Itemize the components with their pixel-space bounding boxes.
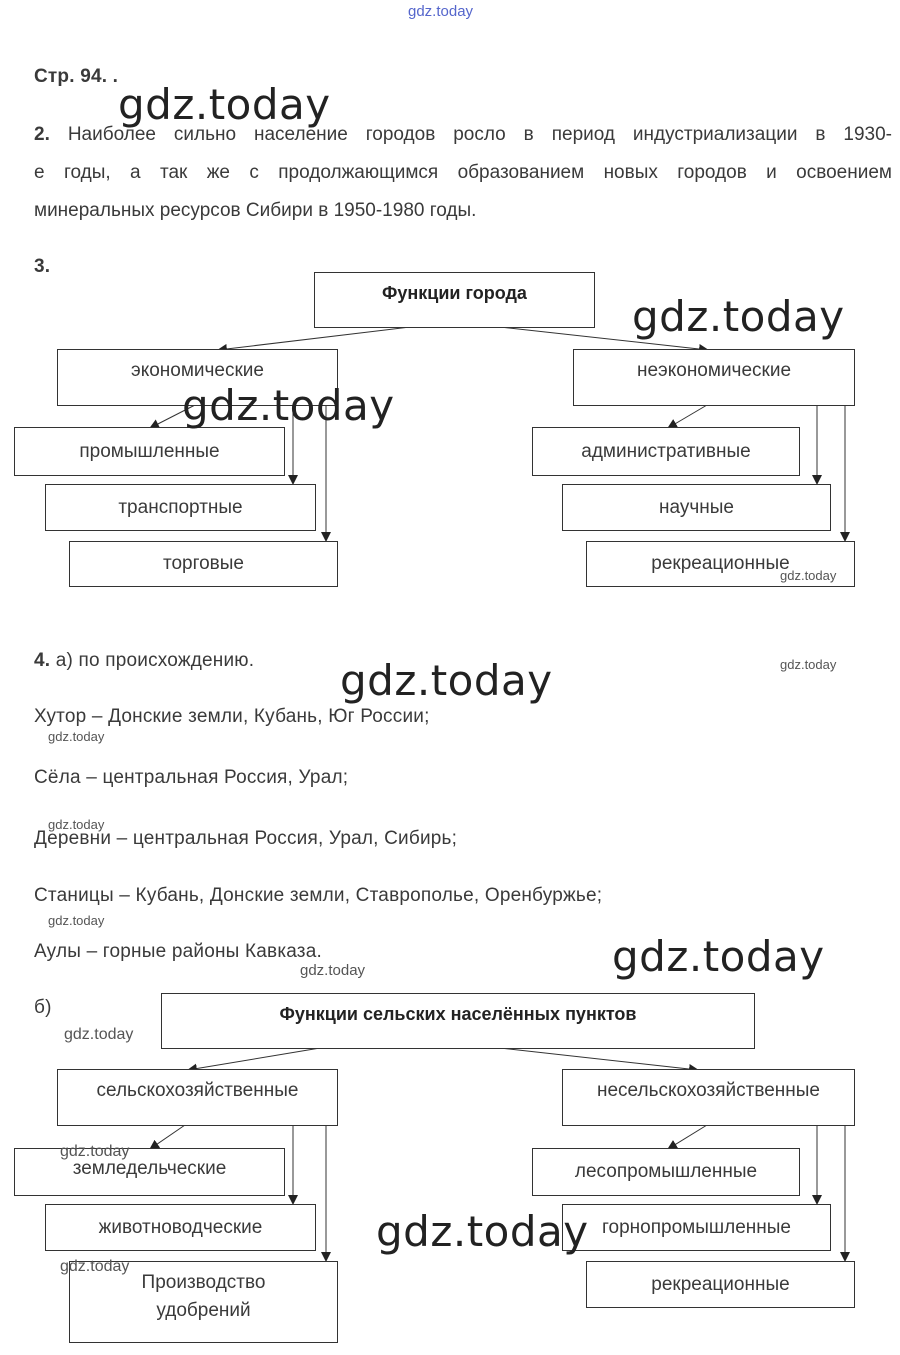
watermark-small: gdz.today xyxy=(60,1258,130,1275)
economic-functions: экономические xyxy=(57,349,338,406)
watermark-large: gdz.today xyxy=(340,656,553,705)
task2-line-2: е годы, а так же с продолжающимся образованием новых городов и освоением xyxy=(34,162,892,183)
farming-functions: земледельческие xyxy=(14,1148,285,1196)
watermark-small: gdz.today xyxy=(60,1143,130,1160)
watermark-large: gdz.today xyxy=(182,381,395,430)
fertilizer-production: Производство удобрений xyxy=(69,1261,338,1343)
settlement-type-auly: Аулы – горные районы Кавказа. xyxy=(34,941,322,962)
arrow-root2-agri xyxy=(188,1048,320,1070)
task4-a-label: а) по происхождению. xyxy=(55,650,255,671)
page-reference-suffix: . xyxy=(107,66,119,87)
science-functions: научные xyxy=(562,484,831,531)
arrow-root2-nonagri xyxy=(500,1048,698,1070)
mining-functions: горнопромышленные xyxy=(562,1204,831,1251)
rural-recreation-functions: рекреационные xyxy=(586,1261,855,1308)
recreation-functions: рекреационные xyxy=(586,541,855,587)
arrow-agri-farming xyxy=(150,1125,185,1149)
page-reference xyxy=(34,66,118,88)
industrial-functions: промышленные xyxy=(14,427,285,476)
watermark-large: gdz.today xyxy=(376,1207,589,1256)
watermark-small: gdz.today xyxy=(48,913,105,928)
task4-number: 4. xyxy=(34,650,51,671)
watermark-small: gdz.today xyxy=(780,568,837,583)
rural-functions-root: Функции сельских населённых пунктов xyxy=(161,993,755,1049)
task4-b-label: б) xyxy=(34,997,52,1018)
watermark-large: gdz.today xyxy=(118,80,331,129)
trade-functions: торговые xyxy=(69,541,338,587)
task2-number: 2. xyxy=(34,124,50,145)
arrow-noneconomic-admin xyxy=(668,405,707,428)
task2-text-1: Наиболее сильно население городов росло в период индустриализации в 1930- xyxy=(67,124,893,145)
arrow-nonagri-forestry xyxy=(668,1125,707,1149)
administrative-functions: административные xyxy=(532,427,800,476)
forestry-functions: лесопромышленные xyxy=(532,1148,800,1196)
task2-line-3: минеральных ресурсов Сибири в 1950-1980 годы. xyxy=(34,200,477,221)
settlement-type-stanitsy: Станицы – Кубань, Донские земли, Ставрополье, Оренбуржье; xyxy=(34,885,603,906)
watermark-large: gdz.today xyxy=(612,932,825,981)
task3-number: 3. xyxy=(34,256,51,277)
city-functions-root: Функции города xyxy=(314,272,595,328)
watermark-small: gdz.today xyxy=(64,1026,134,1043)
arrow-root-economic xyxy=(218,327,410,350)
agricultural-functions: сельскохозяйственные xyxy=(57,1069,338,1126)
watermark-small: gdz.today xyxy=(300,962,366,979)
watermark-small: gdz.today xyxy=(780,657,837,672)
settlement-type-derevni: Деревни – центральная Россия, Урал, Сибирь; xyxy=(34,828,458,849)
watermark-large: gdz.today xyxy=(632,292,845,341)
transport-functions: транспортные xyxy=(45,484,316,531)
task2-line-1 xyxy=(34,116,892,154)
watermark-small: gdz.today xyxy=(48,729,105,744)
settlement-type-sela: Сёла – центральная Россия, Урал; xyxy=(34,767,349,788)
watermark-top: gdz.today xyxy=(408,3,474,20)
nonagricultural-functions: несельскохозяйственные xyxy=(562,1069,855,1126)
livestock-functions: животноводческие xyxy=(45,1204,316,1251)
page-reference-text: Стр. 94. xyxy=(34,66,108,87)
noneconomic-functions: неэкономические xyxy=(573,349,855,406)
task4-heading xyxy=(34,650,254,672)
watermark-small: gdz.today xyxy=(48,817,105,832)
settlement-type-khutor: Хутор – Донские земли, Кубань, Юг России; xyxy=(34,706,430,727)
